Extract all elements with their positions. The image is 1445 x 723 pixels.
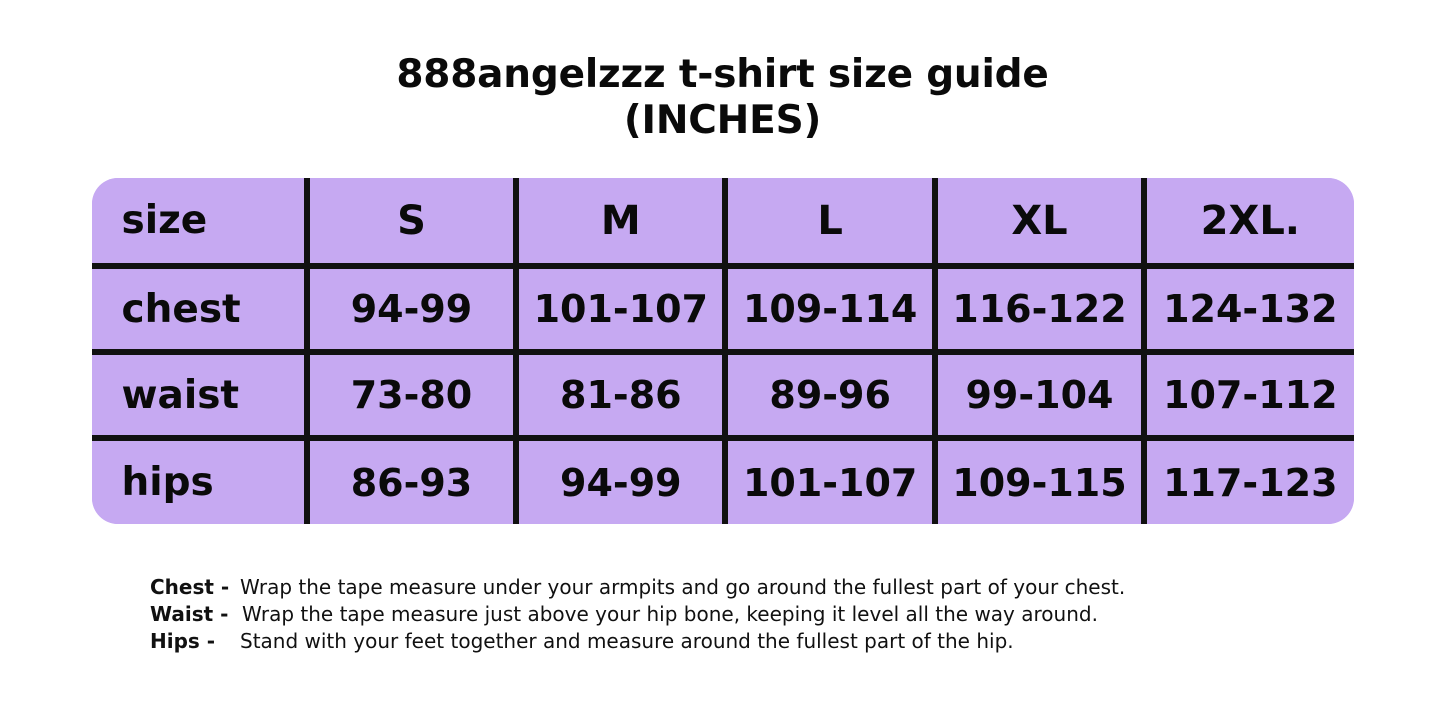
note-waist: [150, 601, 1295, 628]
cell-chest-l: 109-114: [725, 266, 934, 352]
note-waist-text: Wrap the tape measure just above your hip bone, keeping it level all the way around.: [242, 602, 1098, 626]
cell-hips-m: 94-99: [516, 438, 725, 524]
note-chest-label: Chest -: [150, 575, 230, 599]
column-header-xl: XL: [935, 178, 1144, 266]
row-label-chest: chest: [92, 266, 307, 352]
table-row: [92, 352, 1354, 438]
cell-waist-s: 73-80: [307, 352, 516, 438]
measurement-notes: [150, 574, 1295, 655]
cell-hips-l: 101-107: [725, 438, 934, 524]
note-waist-label: Waist -: [150, 602, 229, 626]
column-header-2xl: 2XL.: [1144, 178, 1353, 266]
size-table-container: [92, 178, 1354, 524]
cell-chest-s: 94-99: [307, 266, 516, 352]
page-title: [0, 0, 1445, 144]
cell-chest-m: 101-107: [516, 266, 725, 352]
note-hips-text: Stand with your feet together and measure around the fullest part of the hip.: [240, 629, 1014, 653]
column-header-l: L: [725, 178, 934, 266]
cell-chest-xl: 116-122: [935, 266, 1144, 352]
note-hips-label: Hips -: [150, 629, 216, 653]
cell-waist-xl: 99-104: [935, 352, 1144, 438]
cell-waist-m: 81-86: [516, 352, 725, 438]
row-label-waist: waist: [92, 352, 307, 438]
note-chest: [150, 574, 1295, 601]
column-header-s: S: [307, 178, 516, 266]
cell-waist-l: 89-96: [725, 352, 934, 438]
row-label-hips: hips: [92, 438, 307, 524]
column-header-size: size: [92, 178, 307, 266]
table-row: [92, 438, 1354, 524]
cell-chest-2xl: 124-132: [1144, 266, 1353, 352]
table-row: [92, 266, 1354, 352]
cell-hips-xl: 109-115: [935, 438, 1144, 524]
title-line-1: 888angelzzz t-shirt size guide: [396, 52, 1049, 97]
title-line-2: (INCHES): [623, 98, 822, 143]
note-hips: [150, 628, 1295, 655]
size-table: [92, 178, 1354, 524]
cell-hips-s: 86-93: [307, 438, 516, 524]
cell-hips-2xl: 117-123: [1144, 438, 1353, 524]
column-header-m: M: [516, 178, 725, 266]
cell-waist-2xl: 107-112: [1144, 352, 1353, 438]
table-header-row: [92, 178, 1354, 266]
note-chest-text: Wrap the tape measure under your armpits and go around the fullest part of your chest.: [240, 575, 1126, 599]
